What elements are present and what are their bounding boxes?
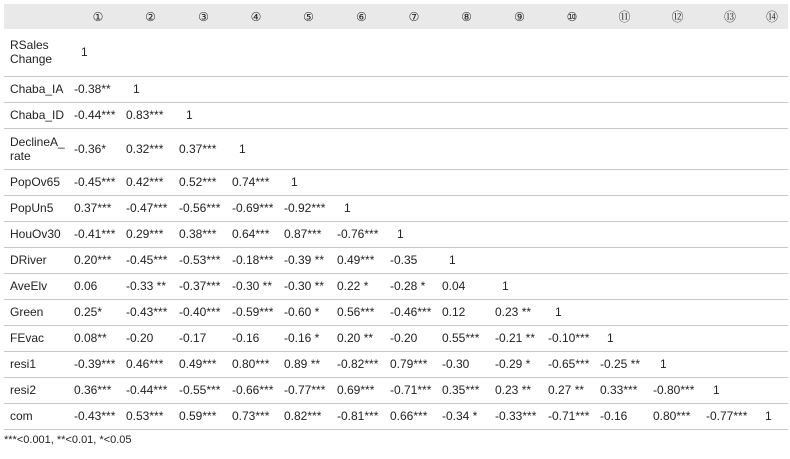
table-cell: 0.27 **: [546, 377, 598, 403]
table-cell: [651, 195, 704, 221]
table-cell: [177, 76, 230, 102]
table-cell: 0.52***: [177, 169, 230, 195]
table-cell: -0.28 *: [388, 273, 440, 299]
table-cell: 0.74***: [230, 169, 282, 195]
table-cell: 1: [598, 325, 651, 351]
table-cell: [282, 128, 335, 169]
table-cell: 1: [230, 128, 282, 169]
table-cell: 0.89 **: [282, 351, 335, 377]
table-cell: 0.32***: [124, 128, 177, 169]
table-cell: [388, 169, 440, 195]
table-cell: -0.10***: [546, 325, 598, 351]
row-label: HouOv30: [4, 221, 72, 247]
table-row: [4, 169, 788, 195]
column-header: ⑦: [388, 4, 440, 29]
table-cell: [651, 247, 704, 273]
corner-cell: [4, 4, 72, 29]
table-cell: [651, 273, 704, 299]
table-cell: 0.66***: [388, 403, 440, 429]
column-header: ⑤: [282, 4, 335, 29]
table-cell: [756, 325, 788, 351]
column-header: ⑫: [651, 4, 704, 29]
table-cell: 0.36***: [72, 377, 124, 403]
table-cell: [756, 128, 788, 169]
table-cell: [388, 102, 440, 128]
row-label: Chaba_IA: [4, 76, 72, 102]
table-cell: [651, 325, 704, 351]
table-cell: -0.65***: [546, 351, 598, 377]
table-cell: -0.34 *: [440, 403, 493, 429]
row-label: DeclineA_ rate: [4, 128, 72, 169]
table-cell: 0.29***: [124, 221, 177, 247]
table-cell: [282, 102, 335, 128]
table-cell: 1: [124, 76, 177, 102]
table-cell: 0.80***: [651, 403, 704, 429]
table-cell: -0.33 **: [124, 273, 177, 299]
table-cell: 0.20 **: [335, 325, 388, 351]
table-cell: 0.20***: [72, 247, 124, 273]
table-cell: [546, 169, 598, 195]
table-row: [4, 247, 788, 273]
table-cell: 0.37***: [177, 128, 230, 169]
table-cell: [546, 273, 598, 299]
table-cell: -0.77***: [704, 403, 756, 429]
table-cell: -0.41***: [72, 221, 124, 247]
table-cell: [756, 273, 788, 299]
table-cell: [493, 128, 546, 169]
table-cell: [230, 76, 282, 102]
table-cell: -0.30 **: [230, 273, 282, 299]
table-cell: -0.16: [230, 325, 282, 351]
column-header: ⑥: [335, 4, 388, 29]
table-cell: [704, 351, 756, 377]
table-cell: [335, 128, 388, 169]
column-header: ③: [177, 4, 230, 29]
table-cell: 0.82***: [282, 403, 335, 429]
table-cell: 0.22 *: [335, 273, 388, 299]
column-header: ⑪: [598, 4, 651, 29]
table-row: [4, 377, 788, 403]
table-cell: [756, 351, 788, 377]
table-cell: [388, 76, 440, 102]
table-cell: [388, 195, 440, 221]
table-cell: [756, 221, 788, 247]
row-label: RSales Change: [4, 29, 72, 76]
table-cell: 0.49***: [335, 247, 388, 273]
table-cell: 0.37***: [72, 195, 124, 221]
table-cell: -0.80***: [651, 377, 704, 403]
table-cell: 1: [546, 299, 598, 325]
table-cell: [756, 299, 788, 325]
table-row: [4, 325, 788, 351]
table-cell: -0.20: [124, 325, 177, 351]
table-cell: [440, 195, 493, 221]
table-cell: -0.25 **: [598, 351, 651, 377]
column-header: ⑭: [756, 4, 788, 29]
table-cell: [440, 29, 493, 76]
table-cell: [704, 76, 756, 102]
column-header: ④: [230, 4, 282, 29]
table-cell: [704, 247, 756, 273]
table-cell: [704, 128, 756, 169]
table-row: [4, 102, 788, 128]
correlation-table: [4, 4, 788, 430]
table-cell: [704, 29, 756, 76]
table-row: [4, 76, 788, 102]
table-cell: 0.42***: [124, 169, 177, 195]
table-cell: 0.23 **: [493, 377, 546, 403]
table-cell: [704, 221, 756, 247]
table-cell: 1: [282, 169, 335, 195]
table-cell: [598, 76, 651, 102]
table-cell: 0.79***: [388, 351, 440, 377]
table-cell: 1: [335, 195, 388, 221]
table-cell: -0.30: [440, 351, 493, 377]
row-label: DRiver: [4, 247, 72, 273]
table-cell: [651, 221, 704, 247]
table-row: [4, 351, 788, 377]
table-cell: [651, 29, 704, 76]
table-cell: [335, 102, 388, 128]
row-label: AveElv: [4, 273, 72, 299]
table-cell: [440, 221, 493, 247]
table-cell: 1: [177, 102, 230, 128]
table-cell: [704, 273, 756, 299]
table-cell: -0.55***: [177, 377, 230, 403]
table-cell: -0.45***: [124, 247, 177, 273]
table-cell: -0.36*: [72, 128, 124, 169]
table-cell: [704, 102, 756, 128]
table-cell: 0.38***: [177, 221, 230, 247]
table-cell: [177, 29, 230, 76]
table-cell: [651, 102, 704, 128]
row-label: PopUn5: [4, 195, 72, 221]
row-label: PopOv65: [4, 169, 72, 195]
table-row: [4, 195, 788, 221]
table-cell: [493, 29, 546, 76]
table-cell: [598, 195, 651, 221]
row-label: Green: [4, 299, 72, 325]
table-cell: -0.20: [388, 325, 440, 351]
table-cell: [335, 76, 388, 102]
table-cell: [651, 128, 704, 169]
table-cell: 0.25*: [72, 299, 124, 325]
table-cell: [598, 102, 651, 128]
table-cell: [598, 247, 651, 273]
table-cell: 0.73***: [230, 403, 282, 429]
table-cell: [493, 102, 546, 128]
table-cell: -0.17: [177, 325, 230, 351]
table-cell: [440, 102, 493, 128]
table-cell: -0.44***: [72, 102, 124, 128]
table-cell: [756, 195, 788, 221]
table-cell: -0.77***: [282, 377, 335, 403]
table-cell: [493, 76, 546, 102]
table-row: [4, 299, 788, 325]
table-cell: [704, 299, 756, 325]
row-label: com: [4, 403, 72, 429]
table-body: [4, 29, 788, 429]
table-cell: 1: [651, 351, 704, 377]
table-cell: 0.59***: [177, 403, 230, 429]
table-cell: [230, 102, 282, 128]
table-cell: 0.53***: [124, 403, 177, 429]
table-cell: -0.82***: [335, 351, 388, 377]
table-row: [4, 29, 788, 76]
table-cell: 0.33***: [598, 377, 651, 403]
table-cell: [756, 377, 788, 403]
table-cell: 0.80***: [230, 351, 282, 377]
table-cell: [335, 29, 388, 76]
table-cell: -0.33***: [493, 403, 546, 429]
table-cell: -0.76***: [335, 221, 388, 247]
table-cell: 0.83***: [124, 102, 177, 128]
table-cell: [546, 76, 598, 102]
table-cell: -0.30 **: [282, 273, 335, 299]
table-cell: [756, 169, 788, 195]
significance-footnote: ***<0.001, **<0.01, *<0.05: [4, 434, 132, 446]
table-cell: -0.53***: [177, 247, 230, 273]
table-cell: [440, 169, 493, 195]
table-cell: -0.56***: [177, 195, 230, 221]
table-cell: -0.81***: [335, 403, 388, 429]
column-header: ⑨: [493, 4, 546, 29]
table-row: [4, 128, 788, 169]
table-cell: [756, 76, 788, 102]
table-cell: [546, 102, 598, 128]
table-cell: -0.18***: [230, 247, 282, 273]
table-row: [4, 221, 788, 247]
column-header: ②: [124, 4, 177, 29]
row-label: resi2: [4, 377, 72, 403]
correlation-table-container: [4, 4, 786, 430]
table-cell: [546, 247, 598, 273]
table-cell: -0.39***: [72, 351, 124, 377]
table-cell: [651, 169, 704, 195]
table-cell: 1: [440, 247, 493, 273]
table-cell: 0.35***: [440, 377, 493, 403]
table-cell: [598, 128, 651, 169]
table-cell: [493, 221, 546, 247]
table-cell: -0.16 *: [282, 325, 335, 351]
table-cell: [598, 221, 651, 247]
column-header: ⑧: [440, 4, 493, 29]
table-cell: [704, 169, 756, 195]
table-cell: [440, 128, 493, 169]
table-cell: -0.46***: [388, 299, 440, 325]
table-cell: -0.37***: [177, 273, 230, 299]
table-cell: 0.49***: [177, 351, 230, 377]
table-cell: [493, 169, 546, 195]
table-cell: [230, 29, 282, 76]
table-cell: 1: [493, 273, 546, 299]
column-header: ⑩: [546, 4, 598, 29]
row-label: resi1: [4, 351, 72, 377]
table-cell: 0.23 **: [493, 299, 546, 325]
table-cell: [598, 169, 651, 195]
table-cell: [546, 128, 598, 169]
column-header: ⑬: [704, 4, 756, 29]
column-header: ①: [72, 4, 124, 29]
table-cell: 1: [704, 377, 756, 403]
table-row: [4, 273, 788, 299]
table-cell: -0.45***: [72, 169, 124, 195]
table-cell: 0.87***: [282, 221, 335, 247]
table-cell: -0.35: [388, 247, 440, 273]
table-cell: -0.71***: [546, 403, 598, 429]
table-cell: [388, 128, 440, 169]
table-cell: -0.47***: [124, 195, 177, 221]
table-cell: [598, 273, 651, 299]
table-cell: 0.56***: [335, 299, 388, 325]
table-cell: [493, 247, 546, 273]
table-cell: [546, 195, 598, 221]
table-cell: [546, 221, 598, 247]
table-cell: 0.69***: [335, 377, 388, 403]
table-cell: [493, 195, 546, 221]
table-cell: -0.39 **: [282, 247, 335, 273]
table-cell: [335, 169, 388, 195]
table-cell: -0.40***: [177, 299, 230, 325]
table-cell: [282, 29, 335, 76]
table-cell: [124, 29, 177, 76]
row-label: FEvac: [4, 325, 72, 351]
table-cell: -0.29 *: [493, 351, 546, 377]
table-cell: 1: [756, 403, 788, 429]
table-cell: [756, 29, 788, 76]
table-cell: [651, 299, 704, 325]
table-cell: -0.43***: [72, 403, 124, 429]
table-cell: -0.44***: [124, 377, 177, 403]
table-cell: 0.55***: [440, 325, 493, 351]
table-cell: 0.06: [72, 273, 124, 299]
table-cell: [598, 29, 651, 76]
table-cell: -0.66***: [230, 377, 282, 403]
table-cell: [756, 102, 788, 128]
table-cell: 0.04: [440, 273, 493, 299]
table-row: [4, 403, 788, 429]
table-cell: -0.43***: [124, 299, 177, 325]
table-cell: [440, 76, 493, 102]
table-cell: 0.12: [440, 299, 493, 325]
table-cell: 0.08**: [72, 325, 124, 351]
table-cell: -0.59***: [230, 299, 282, 325]
table-cell: [388, 29, 440, 76]
table-cell: -0.92***: [282, 195, 335, 221]
table-cell: -0.38**: [72, 76, 124, 102]
table-cell: -0.21 **: [493, 325, 546, 351]
table-cell: 1: [72, 29, 124, 76]
table-cell: -0.69***: [230, 195, 282, 221]
table-cell: -0.16: [598, 403, 651, 429]
table-cell: [756, 247, 788, 273]
table-cell: [704, 195, 756, 221]
table-cell: [282, 76, 335, 102]
table-cell: [598, 299, 651, 325]
table-cell: -0.71***: [388, 377, 440, 403]
table-cell: [704, 325, 756, 351]
table-cell: 0.46***: [124, 351, 177, 377]
table-cell: [546, 29, 598, 76]
table-cell: -0.60 *: [282, 299, 335, 325]
table-cell: [651, 76, 704, 102]
header-row: [4, 4, 788, 29]
row-label: Chaba_ID: [4, 102, 72, 128]
table-cell: 1: [388, 221, 440, 247]
table-cell: 0.64***: [230, 221, 282, 247]
